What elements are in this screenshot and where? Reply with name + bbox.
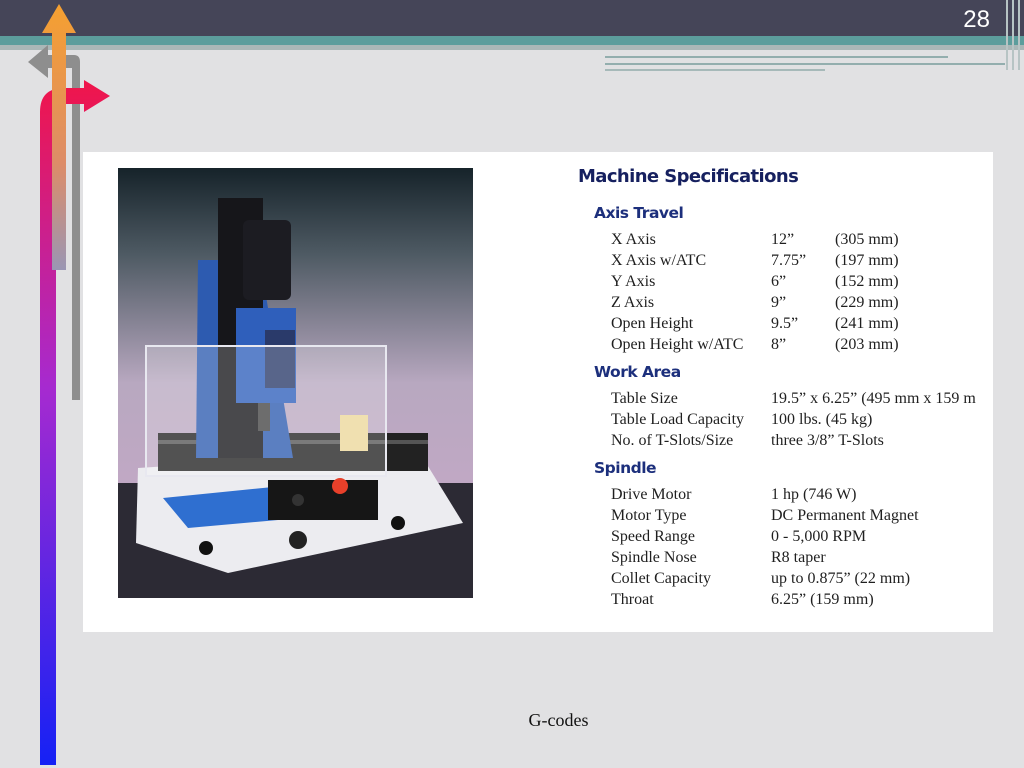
chip-guard: [146, 346, 386, 476]
spec-value: 8”: [771, 336, 787, 353]
spec-row: [578, 484, 993, 505]
spec-row: [578, 547, 993, 568]
spec-label: Z Axis: [611, 294, 655, 311]
spec-label: X Axis w/ATC: [611, 252, 707, 269]
spec-value: 6”: [771, 273, 787, 290]
spec-label: X Axis: [611, 231, 656, 248]
spec-row: [578, 505, 993, 526]
spec-value: DC Permanent Magnet: [771, 507, 919, 524]
spec-section-work-area: [578, 363, 993, 451]
spec-row: [578, 568, 993, 589]
warning-sticker: [340, 415, 368, 451]
header-bar: [0, 0, 1024, 36]
page-number: 28: [963, 6, 990, 33]
spec-row: [578, 313, 993, 334]
spec-value: 1 hp (746 W): [771, 486, 857, 503]
decor-bar: [1018, 0, 1020, 70]
spec-label: Collet Capacity: [611, 570, 711, 587]
spec-label: Motor Type: [611, 507, 687, 524]
section-heading: Spindle: [594, 459, 657, 477]
spec-row: [578, 589, 993, 610]
spec-row: [578, 292, 993, 313]
spec-metric: (229 mm): [835, 294, 899, 311]
grey-band: [0, 45, 1024, 50]
spec-metric: (152 mm): [835, 273, 899, 290]
spec-label: Table Load Capacity: [611, 411, 745, 428]
spec-value: up to 0.875” (22 mm): [771, 570, 911, 587]
spec-label: Open Height w/ATC: [611, 336, 744, 353]
spec-label: Throat: [611, 591, 654, 608]
spindle-motor: [243, 220, 291, 300]
decor-bar: [1006, 0, 1008, 70]
spec-sheet: [578, 166, 993, 618]
spec-row: [578, 526, 993, 547]
spec-label: Open Height: [611, 315, 694, 332]
footer-text: G-codes: [528, 710, 589, 730]
decor-bar: [1012, 0, 1014, 70]
spec-row: [578, 388, 993, 409]
spec-metric: (305 mm): [835, 231, 899, 248]
spec-row: [578, 334, 993, 355]
spec-metric: (241 mm): [835, 315, 899, 332]
spec-value: 9”: [771, 294, 787, 311]
teal-band: [0, 36, 1024, 45]
spec-value: 7.75”: [771, 252, 807, 269]
handwheel: [289, 531, 307, 549]
spec-section-spindle: [578, 459, 993, 610]
spec-value: three 3/8” T-Slots: [771, 432, 884, 449]
spec-value: 100 lbs. (45 kg): [771, 411, 873, 428]
spec-value: R8 taper: [771, 549, 826, 566]
spec-row: [578, 229, 993, 250]
base-foot: [391, 516, 405, 530]
estop-button: [332, 478, 348, 494]
spec-title: Machine Specifications: [578, 166, 799, 187]
control-knob: [292, 494, 304, 506]
machine-spec-figure: [83, 152, 993, 632]
decor-stripe: [605, 69, 825, 71]
milling-machine-photo: [118, 168, 473, 598]
spec-label: Speed Range: [611, 528, 695, 545]
spec-label: Drive Motor: [611, 486, 692, 503]
spec-row: [578, 430, 993, 451]
spec-value: 6.25” (159 mm): [771, 591, 874, 608]
spec-value: 12”: [771, 231, 795, 248]
spec-row: [578, 271, 993, 292]
spec-value: 19.5” x 6.25” (495 mm x 159 m: [771, 390, 976, 407]
spec-value: 0 - 5,000 RPM: [771, 528, 867, 545]
slide-footer: [0, 710, 1024, 731]
base-foot: [199, 541, 213, 555]
spec-section-axis-travel: [578, 204, 993, 355]
decor-stripe: [605, 63, 1005, 65]
control-box: [268, 480, 378, 520]
spec-label: Spindle Nose: [611, 549, 697, 566]
spec-label: Y Axis: [611, 273, 656, 290]
spec-row: [578, 409, 993, 430]
spec-metric: (203 mm): [835, 336, 899, 353]
spec-label: Table Size: [611, 390, 678, 407]
spec-value: 9.5”: [771, 315, 799, 332]
spec-label: No. of T-Slots/Size: [611, 432, 734, 449]
section-heading: Axis Travel: [594, 204, 684, 222]
section-heading: Work Area: [594, 363, 681, 381]
decor-stripe: [605, 56, 948, 58]
spec-row: [578, 250, 993, 271]
spec-metric: (197 mm): [835, 252, 899, 269]
